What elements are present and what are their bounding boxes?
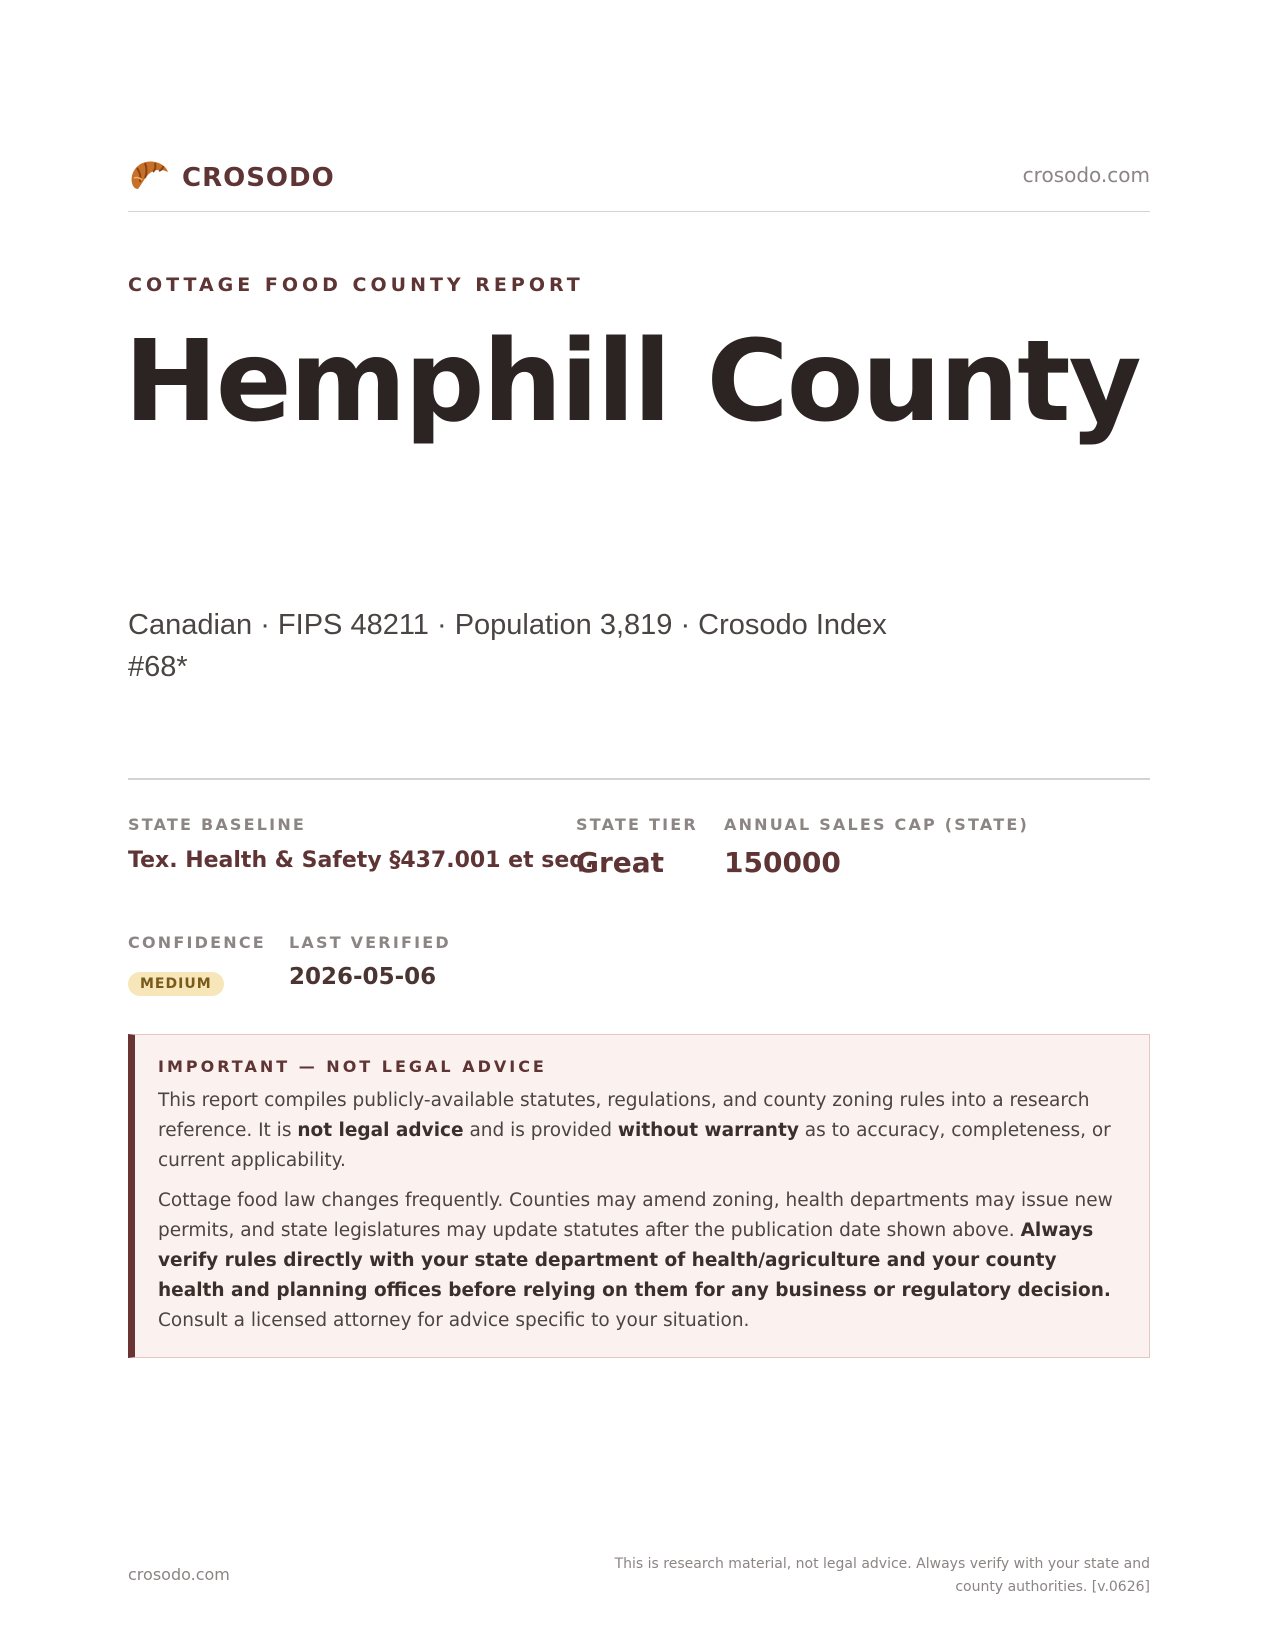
- notice-emphasis: without warranty: [617, 1120, 799, 1141]
- sales-cap-label: ANNUAL SALES CAP (STATE): [724, 815, 1029, 834]
- notice-text: and is provided: [463, 1120, 618, 1141]
- report-kicker: COTTAGE FOOD COUNTY REPORT: [128, 274, 584, 296]
- brand-name: CROSODO: [182, 163, 335, 193]
- state-tier-field: [576, 815, 698, 879]
- confidence-label: CONFIDENCE: [128, 933, 266, 952]
- notice-text: Cottage food law changes frequently. Counties may amend zoning, health departments may issue new permits, and state legislatures may update statutes after the publication date shown above.: [158, 1190, 1113, 1241]
- footer-disclaimer: This is research material, not legal advice. Always verify with your state and county authorities. [v.0626]: [614, 1556, 1150, 1595]
- last-verified-value: 2026-05-06: [289, 964, 437, 990]
- croissant-icon: [128, 158, 170, 198]
- notice-text: as to accuracy, completeness, or current applicability.: [158, 1120, 1111, 1171]
- notice-paragraph-1: [158, 1086, 1123, 1176]
- page-header: [128, 158, 1150, 212]
- footer-site[interactable]: crosodo.com: [128, 1565, 230, 1584]
- site-link[interactable]: crosodo.com: [1022, 163, 1150, 187]
- last-verified-field: [289, 933, 451, 990]
- confidence-field: [128, 933, 266, 996]
- page-title: Hemphill County: [124, 317, 1140, 447]
- notice-text: This report compiles publicly-available statutes, regulations, and county zoning rules into a research reference. It is: [158, 1090, 1090, 1141]
- notice-title: IMPORTANT — NOT LEGAL ADVICE: [158, 1057, 547, 1076]
- divider: [128, 778, 1150, 780]
- state-baseline-field: [128, 815, 593, 873]
- notice-paragraph-2: [158, 1186, 1123, 1336]
- confidence-badge: MEDIUM: [128, 972, 224, 996]
- state-baseline-value: Tex. Health & Safety §437.001 et seq.: [128, 848, 594, 873]
- state-baseline-label: STATE BASELINE: [128, 815, 307, 834]
- state-tier-value: Great: [576, 846, 665, 879]
- brand: [128, 158, 335, 198]
- state-tier-label: STATE TIER: [576, 815, 698, 834]
- county-subtitle: Canadian · FIPS 48211 · Population 3,819 · Crosodo Index #68*: [128, 609, 887, 683]
- notice-text: Consult a licensed attorney for advice specific to your situation.: [158, 1310, 750, 1331]
- notice-emphasis: not legal advice: [297, 1120, 464, 1141]
- sales-cap-value: 150000: [724, 846, 841, 879]
- notice-emphasis: Always verify rules directly with your state department of health/agriculture and your county health and planning offices before relying on them for any business or regulatory decision.: [158, 1220, 1111, 1301]
- sales-cap-field: [724, 815, 1029, 879]
- last-verified-label: LAST VERIFIED: [289, 933, 451, 952]
- legal-notice: [128, 1034, 1150, 1358]
